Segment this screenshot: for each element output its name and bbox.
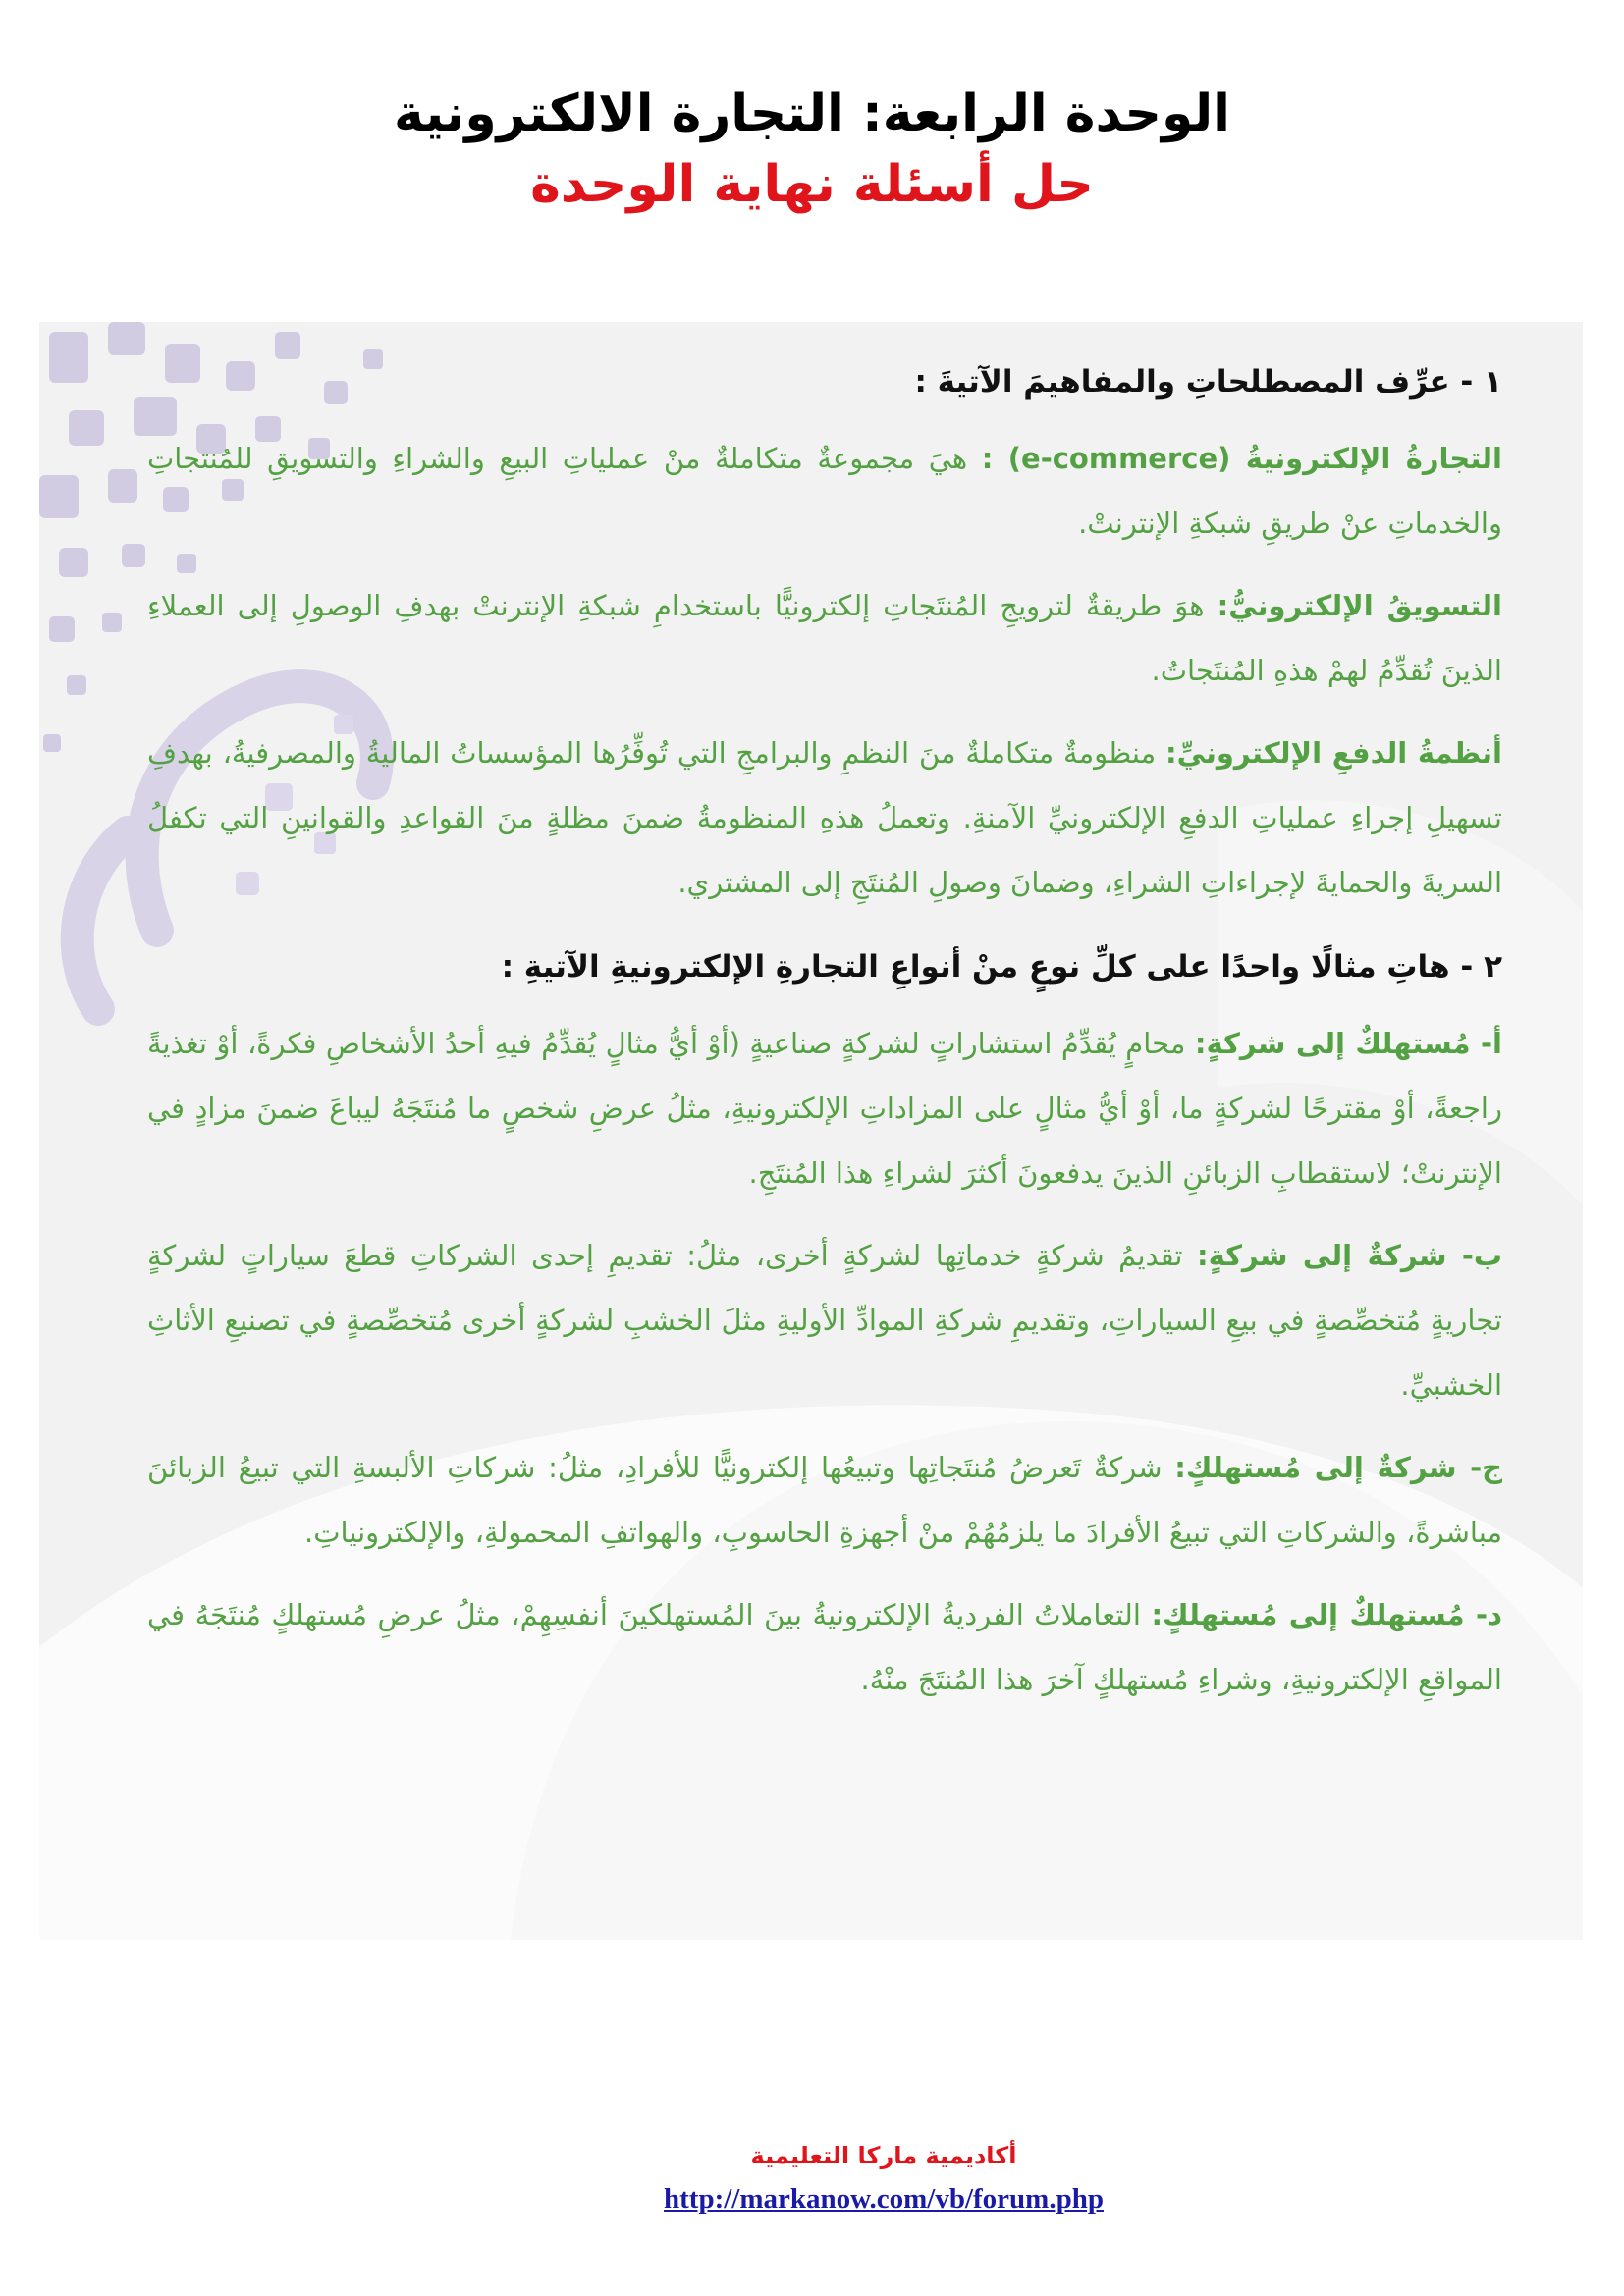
example-text: التعاملاتُ الفرديةُ الإلكترونيةُ بينَ المُستهلكينَ أنفسِهِمْ، مثلُ عرضِ مُستهلكٍ مُنتَجَهُ في المواقعِ الإلكترونيةِ، وشراءِ مُستهلكٍ آخرَ هذا المُنتَجَ منْهُ. bbox=[147, 1598, 1502, 1696]
type-label: أ- مُستهلكٌ إلى شركةٍ: bbox=[1194, 1027, 1502, 1060]
term-label: التجارةُ الإلكترونيةُ (e-commerce) : bbox=[981, 442, 1502, 475]
term-label: التسويقُ الإلكترونيُّ: bbox=[1217, 589, 1502, 622]
type-label: د- مُستهلكٌ إلى مُستهلكٍ: bbox=[1151, 1598, 1502, 1631]
example-c2c bbox=[147, 1582, 1502, 1712]
example-c2b bbox=[147, 1011, 1502, 1205]
academy-name: أكاديمية ماركا التعليمية bbox=[750, 2142, 1017, 2169]
example-b2c bbox=[147, 1435, 1502, 1565]
question-2-title: ٢ - هاتِ مثالًا واحدًا على كلِّ نوعٍ منْ أنواعِ التجارةِ الإلكترونيةِ الآتيةِ : bbox=[501, 949, 1502, 985]
answers-content bbox=[147, 340, 1502, 1730]
page-footer bbox=[628, 2138, 1139, 2218]
example-text: شركةٌ تَعرضُ مُنتَجاتِها وتبيعُها إلكترونيًّا للأفرادِ، مثلُ: شركاتِ الألبسةِ التي تبيعُ الزبائنَ مباشرةً، والشركاتِ التي تبيعُ الأفرادَ ما يلزمُهُمْ منْ أجهزةِ الحاسوبِ، والهواتفِ المحمولةِ، والإلكترونياتِ. bbox=[147, 1451, 1502, 1549]
definition-e-payment bbox=[147, 721, 1502, 915]
page-title: الوحدة الرابعة: التجارة الالكترونية bbox=[394, 84, 1230, 143]
type-label: ب- شركةٌ إلى شركةٍ: bbox=[1196, 1239, 1502, 1272]
example-text: تقديمُ شركةٍ خدماتِها لشركةٍ أخرى، مثلُ: تقديمِ إحدى الشركاتِ قطعَ سياراتٍ لشركةٍ تجاريةٍ مُتخصِّصةٍ في بيعِ السياراتِ، وتقديمِ شركةِ الموادِّ الأوليةِ مثلَ الخشبِ لشركةٍ أخرى مُتخصِّصةٍ في تصنيعِ الأثاثِ الخشبيِّ. bbox=[147, 1239, 1502, 1402]
definition-e-marketing bbox=[147, 573, 1502, 703]
answers-panel bbox=[39, 322, 1583, 1940]
term-label: أنظمةُ الدفعِ الإلكترونيِّ: bbox=[1165, 736, 1502, 770]
example-b2b bbox=[147, 1223, 1502, 1417]
forum-link[interactable]: http://markanow.com/vb/forum.php bbox=[664, 2183, 1104, 2215]
question-1-title: ١ - عرِّف المصطلحاتِ والمفاهيمَ الآتيةَ : bbox=[914, 364, 1502, 400]
definition-e-commerce bbox=[147, 426, 1502, 556]
definition-text: هيَ مجموعةٌ متكاملةٌ منْ عملياتِ البيعِ والشراءِ والتسويقِ للمُنتجاتِ والخدماتِ عنْ طريقِ شبكةِ الإنترنتْ. bbox=[147, 442, 1502, 540]
definition-text: منظومةٌ متكاملةٌ منَ النظمِ والبرامجِ التي تُوفِّرُها المؤسساتُ الماليةُ والمصرفيةُ، بهدفِ تسهيلِ إجراءِ عملياتِ الدفعِ الإلكترونيِّ الآمنةِ. وتعملُ هذهِ المنظومةُ ضمنَ مظلةٍ منَ القواعدِ والقوانينِ التي تكفلُ السريةَ والحمايةَ لإجراءاتِ الشراءِ، وضمانَ وصولِ المُنتَجِ إلى المشتري. bbox=[147, 736, 1502, 899]
definition-text: هوَ طريقةٌ لترويجِ المُنتَجاتِ إلكترونيًّا باستخدامِ شبكةِ الإنترنتْ بهدفِ الوصولِ إلى العملاءِ الذينَ تُقدِّمُ لهمْ هذهِ المُنتَجاتُ. bbox=[147, 589, 1502, 687]
page-header bbox=[0, 79, 1624, 220]
type-label: ج- شركةٌ إلى مُستهلكٍ: bbox=[1174, 1451, 1502, 1484]
page-subtitle: حل أسئلة نهاية الوحدة bbox=[530, 155, 1094, 214]
example-text: محامٍ يُقدِّمُ استشاراتٍ لشركةٍ صناعيةٍ (أوْ أيُّ مثالٍ يُقدِّمُ فيهِ أحدُ الأشخاصِ فكرةً، أوْ تغذيةً راجعةً، أوْ مقترحًا لشركةٍ ما، أوْ أيُّ مثالٍ على المزاداتِ الإلكترونيةِ، مثلُ عرضِ شخصٍ ما مُنتَجَهُ ليباعَ ضمنَ مزادٍ في الإنترنتْ؛ لاستقطابِ الزبائنِ الذينَ يدفعونَ أكثرَ لشراءِ هذا المُنتَجِ. bbox=[147, 1027, 1502, 1190]
